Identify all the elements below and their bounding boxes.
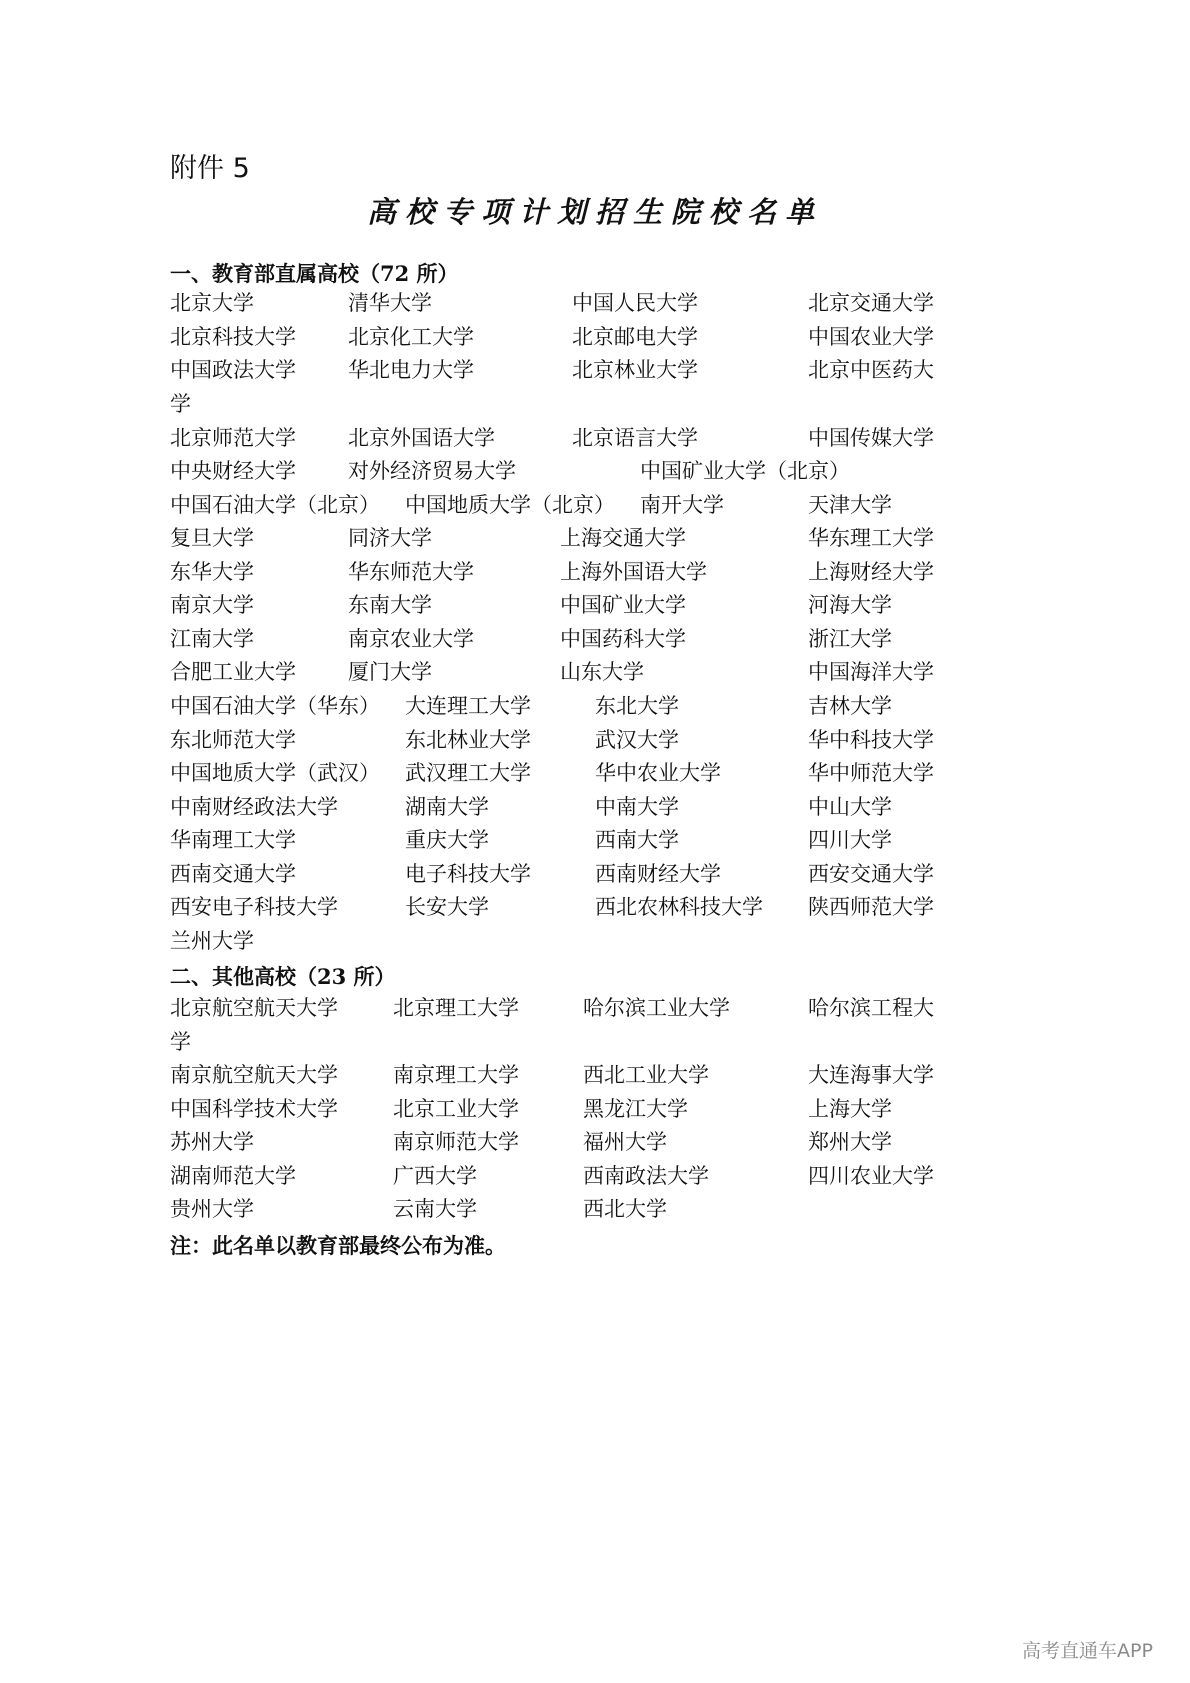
university-name: 哈尔滨工程大 bbox=[808, 996, 934, 1020]
university-name: 吉林大学 bbox=[808, 694, 892, 718]
university-name: 云南大学 bbox=[393, 1197, 477, 1221]
university-name: 中国石油大学（北京） bbox=[170, 493, 380, 517]
university-name: 上海财经大学 bbox=[808, 560, 934, 584]
footnote: 注：此名单以教育部最终公布为准。 bbox=[170, 1233, 506, 1258]
university-name: 陕西师范大学 bbox=[808, 895, 934, 919]
university-name: 中国科学技术大学 bbox=[170, 1097, 338, 1121]
university-name: 北京化工大学 bbox=[348, 325, 474, 349]
university-name: 北京理工大学 bbox=[393, 996, 519, 1020]
university-name: 西北工业大学 bbox=[583, 1063, 709, 1087]
university-name: 清华大学 bbox=[348, 291, 432, 315]
watermark: 高考直通车APP bbox=[1022, 1640, 1153, 1662]
university-name: 西南交通大学 bbox=[170, 862, 296, 886]
section-heading: 一、教育部直属高校（72 所） bbox=[170, 261, 459, 286]
university-name: 对外经济贸易大学 bbox=[348, 459, 516, 483]
university-name: 北京工业大学 bbox=[393, 1097, 519, 1121]
university-name: 黑龙江大学 bbox=[583, 1097, 688, 1121]
university-name: 厦门大学 bbox=[348, 660, 432, 684]
university-name: 江南大学 bbox=[170, 627, 254, 651]
university-name: 上海外国语大学 bbox=[560, 560, 707, 584]
university-name: 华中科技大学 bbox=[808, 728, 934, 752]
university-name: 东北林业大学 bbox=[405, 728, 531, 752]
university-name: 北京邮电大学 bbox=[572, 325, 698, 349]
university-name: 上海大学 bbox=[808, 1097, 892, 1121]
university-name: 同济大学 bbox=[348, 526, 432, 550]
section-heading: 二、其他高校（23 所） bbox=[170, 964, 396, 989]
university-name: 华中师范大学 bbox=[808, 761, 934, 785]
university-name: 中南大学 bbox=[595, 795, 679, 819]
university-name: 中国传媒大学 bbox=[808, 426, 934, 450]
university-name: 北京外国语大学 bbox=[348, 426, 495, 450]
university-name: 武汉理工大学 bbox=[405, 761, 531, 785]
university-name: 华中农业大学 bbox=[595, 761, 721, 785]
university-name: 东华大学 bbox=[170, 560, 254, 584]
university-name: 四川农业大学 bbox=[808, 1164, 934, 1188]
university-name: 华南理工大学 bbox=[170, 828, 296, 852]
university-name: 南开大学 bbox=[640, 493, 724, 517]
university-name: 南京航空航天大学 bbox=[170, 1063, 338, 1087]
university-name: 天津大学 bbox=[808, 493, 892, 517]
university-name: 大连理工大学 bbox=[405, 694, 531, 718]
university-name: 中国矿业大学（北京） bbox=[640, 459, 850, 483]
university-name: 东南大学 bbox=[348, 593, 432, 617]
university-name: 南京农业大学 bbox=[348, 627, 474, 651]
university-name: 东北大学 bbox=[595, 694, 679, 718]
university-name: 中山大学 bbox=[808, 795, 892, 819]
university-name: 南京大学 bbox=[170, 593, 254, 617]
university-name: 北京航空航天大学 bbox=[170, 996, 338, 1020]
university-name: 电子科技大学 bbox=[405, 862, 531, 886]
university-name: 中央财经大学 bbox=[170, 459, 296, 483]
university-name: 中国石油大学（华东） bbox=[170, 694, 380, 718]
university-name: 湖南大学 bbox=[405, 795, 489, 819]
university-name: 山东大学 bbox=[560, 660, 644, 684]
university-name: 西安电子科技大学 bbox=[170, 895, 338, 919]
university-name: 中国地质大学（北京） bbox=[405, 493, 615, 517]
university-name: 大连海事大学 bbox=[808, 1063, 934, 1087]
university-name: 南京理工大学 bbox=[393, 1063, 519, 1087]
university-name: 重庆大学 bbox=[405, 828, 489, 852]
university-name: 中国政法大学 bbox=[170, 358, 296, 382]
university-name: 武汉大学 bbox=[595, 728, 679, 752]
university-name: 复旦大学 bbox=[170, 526, 254, 550]
attachment-label: 附件 5 bbox=[170, 153, 250, 184]
university-name: 中国海洋大学 bbox=[808, 660, 934, 684]
university-name: 哈尔滨工业大学 bbox=[583, 996, 730, 1020]
university-name: 北京语言大学 bbox=[572, 426, 698, 450]
university-name: 苏州大学 bbox=[170, 1130, 254, 1154]
university-name: 河海大学 bbox=[808, 593, 892, 617]
university-name: 西南政法大学 bbox=[583, 1164, 709, 1188]
university-name: 浙江大学 bbox=[808, 627, 892, 651]
university-name: 北京林业大学 bbox=[572, 358, 698, 382]
university-name: 兰州大学 bbox=[170, 929, 254, 953]
document-title: 高校专项计划招生院校名单 bbox=[366, 195, 823, 229]
university-name: 北京师范大学 bbox=[170, 426, 296, 450]
university-name: 中国农业大学 bbox=[808, 325, 934, 349]
university-name: 四川大学 bbox=[808, 828, 892, 852]
university-name: 中国人民大学 bbox=[572, 291, 698, 315]
university-name: 湖南师范大学 bbox=[170, 1164, 296, 1188]
university-name: 北京交通大学 bbox=[808, 291, 934, 315]
university-name: 西安交通大学 bbox=[808, 862, 934, 886]
university-name: 西南大学 bbox=[595, 828, 679, 852]
university-name: 郑州大学 bbox=[808, 1130, 892, 1154]
university-name: 华北电力大学 bbox=[348, 358, 474, 382]
university-name: 中国地质大学（武汉） bbox=[170, 761, 380, 785]
university-name: 广西大学 bbox=[393, 1164, 477, 1188]
university-name: 上海交通大学 bbox=[560, 526, 686, 550]
university-name: 合肥工业大学 bbox=[170, 660, 296, 684]
university-name: 东北师范大学 bbox=[170, 728, 296, 752]
university-name: 中南财经政法大学 bbox=[170, 795, 338, 819]
university-name: 北京科技大学 bbox=[170, 325, 296, 349]
university-name: 华东理工大学 bbox=[808, 526, 934, 550]
university-name: 西北大学 bbox=[583, 1197, 667, 1221]
university-name: 贵州大学 bbox=[170, 1197, 254, 1221]
university-name: 福州大学 bbox=[583, 1130, 667, 1154]
university-name: 中国药科大学 bbox=[560, 627, 686, 651]
university-name: 北京大学 bbox=[170, 291, 254, 315]
university-name: 学 bbox=[170, 392, 191, 416]
university-name: 学 bbox=[170, 1030, 191, 1054]
university-name: 西南财经大学 bbox=[595, 862, 721, 886]
university-name: 北京中医药大 bbox=[808, 358, 934, 382]
university-name: 中国矿业大学 bbox=[560, 593, 686, 617]
university-name: 西北农林科技大学 bbox=[595, 895, 763, 919]
university-name: 长安大学 bbox=[405, 895, 489, 919]
university-name: 华东师范大学 bbox=[348, 560, 474, 584]
university-name: 南京师范大学 bbox=[393, 1130, 519, 1154]
